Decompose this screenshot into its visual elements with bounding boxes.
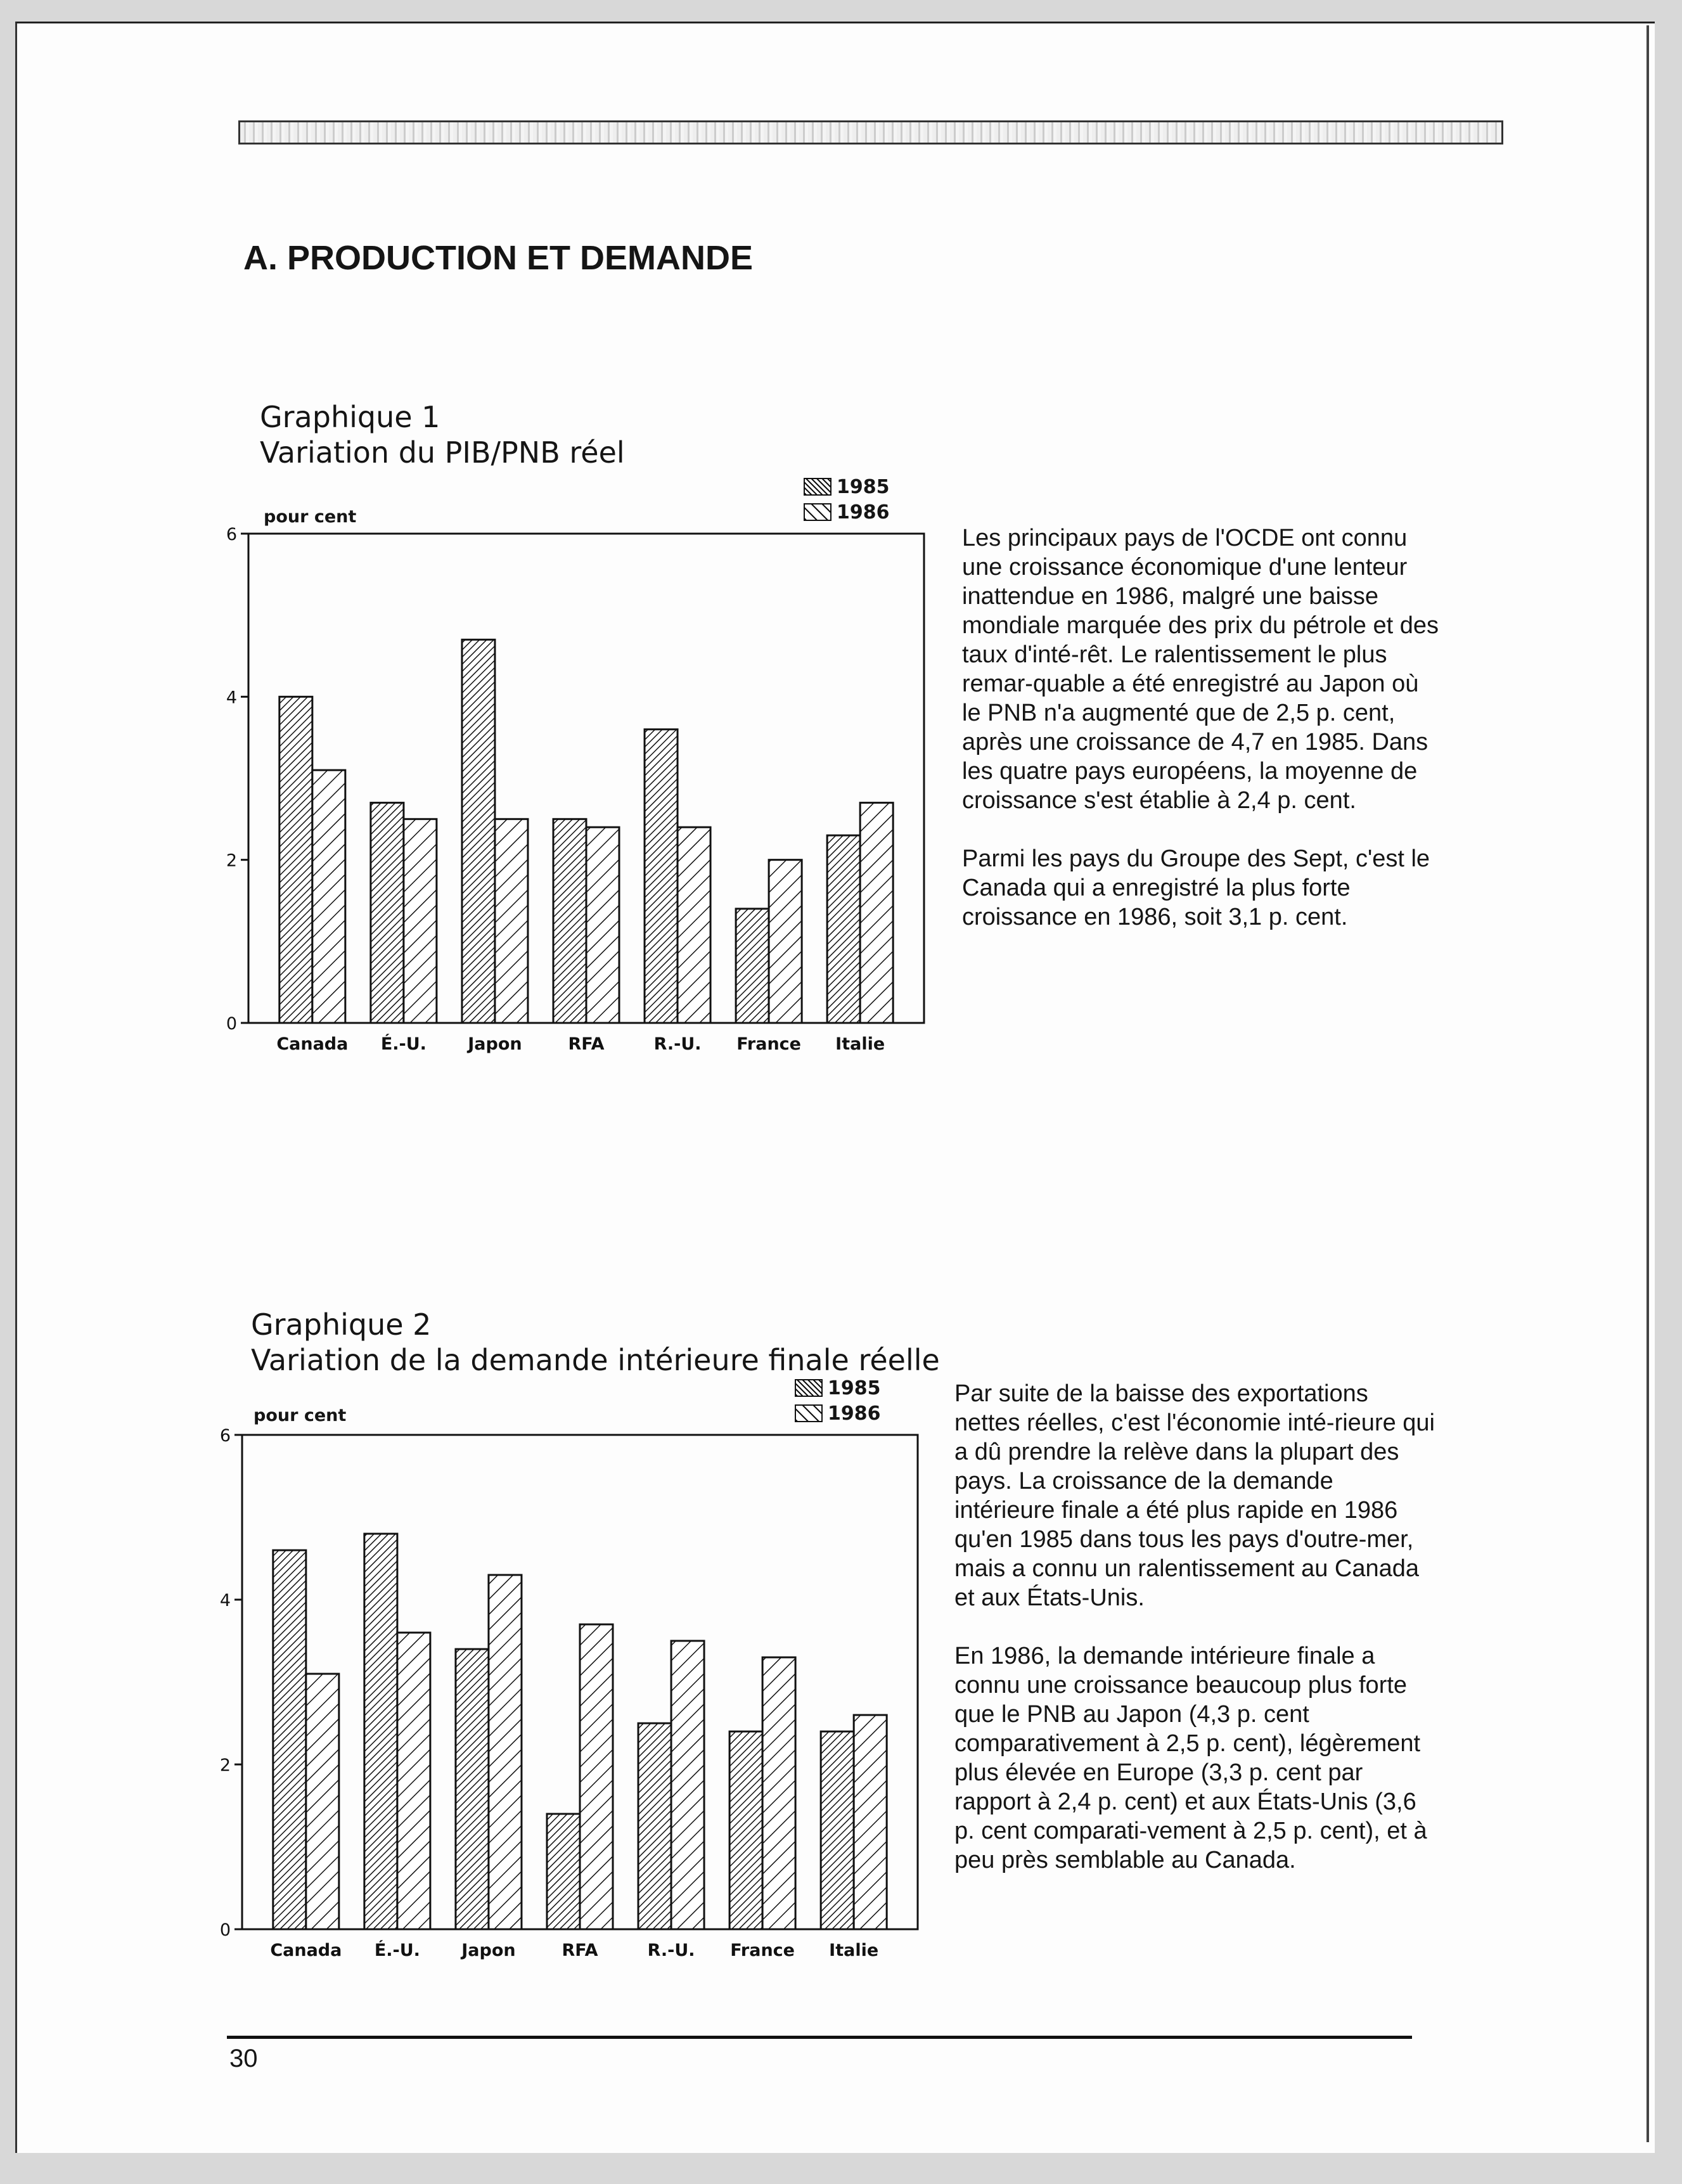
bar-1986 — [580, 1624, 613, 1929]
x-tick-label: Canada — [270, 1941, 342, 1960]
graph2-text — [954, 1379, 1436, 1904]
bar-1985 — [364, 1534, 397, 1929]
paragraph: En 1986, la demande intérieure finale a connu une croissance beaucoup plus forte que le PNB au Japon (4,3 p. cent comparativement à 2,5 p. cent), légèrement plus élevée en Europe (3,3 p. cent par rapport à 2,4 p. cent) et aux États-Unis (3,6 p. cent comparati-vement à 2,5 p. cent), et à peu près semblable au Canada. — [954, 1643, 1427, 1873]
x-tick-label: É.-U. — [380, 1034, 427, 1054]
paragraph: Par suite de la baisse des exportations nettes réelles, c'est l'économie inté-rieure qui a dû prendre la relève dans la plupart des pays. La croissance de la demande intérieure finale a été plus rapide en 1986 qu'en 1985 dans tous les pays d'outre-mer, mais a connu un ralentissement au Canada et aux États-Unis. — [954, 1380, 1435, 1611]
footer-rule — [227, 2036, 1412, 2039]
y-tick-label: 2 — [226, 851, 237, 871]
graph2-ylabel: pour cent — [254, 1406, 347, 1425]
bar-1986 — [397, 1633, 430, 1929]
legend-label: 1985 — [837, 475, 890, 498]
bar-1986 — [489, 1575, 522, 1929]
y-tick-label: 0 — [219, 1920, 231, 1940]
bar-1985 — [273, 1550, 306, 1929]
y-tick-label: 6 — [226, 525, 237, 544]
x-tick-label: É.-U. — [374, 1941, 420, 1960]
y-tick-label: 4 — [226, 688, 237, 708]
bar-1986 — [306, 1674, 339, 1929]
graph1-title-line1: Graphique 1 — [260, 400, 440, 434]
bar-1985 — [638, 1723, 671, 1929]
x-tick-label: Canada — [276, 1034, 349, 1054]
x-tick-label: R.-U. — [653, 1034, 702, 1054]
x-tick-label: RFA — [568, 1034, 605, 1054]
legend-label: 1986 — [828, 1402, 881, 1425]
section-title: A. PRODUCTION ET DEMANDE — [243, 239, 754, 277]
graph2-title-line2: Variation de la demande intérieure finale réelle — [251, 1343, 940, 1377]
page-number: 30 — [229, 2045, 258, 2072]
graph2-title-line1: Graphique 2 — [251, 1307, 432, 1342]
graph1-ylabel: pour cent — [264, 507, 357, 527]
bar-1985 — [729, 1731, 762, 1929]
bar-1986 — [854, 1715, 887, 1929]
y-tick-label: 2 — [219, 1756, 231, 1775]
bar-1986 — [762, 1657, 795, 1929]
paragraph: Les principaux pays de l'OCDE ont connu une croissance économique d'une lenteur inattendue en 1986, malgré une baisse mondiale marquée des prix du pétrole et des taux d'inté-rêt. Le ralentissement le plus remar-quable a été enregistré au Japon où le PNB n'a augmenté que de 2,5 p. cent, après une croissance de 4,7 en 1985. Dans les quatre pays européens, la moyenne de croissance s'est établie à 2,4 p. cent. — [962, 525, 1439, 814]
x-tick-label: Japon — [461, 1941, 516, 1960]
bar-1985 — [547, 1814, 580, 1929]
x-tick-label: Italie — [829, 1941, 879, 1960]
y-tick-label: 6 — [219, 1426, 231, 1446]
paragraph: Parmi les pays du Groupe des Sept, c'est le Canada qui a enregistré la plus forte croissance en 1986, soit 3,1 p. cent. — [962, 845, 1430, 930]
legend-label: 1986 — [837, 501, 890, 524]
x-tick-label: R.-U. — [647, 1941, 695, 1960]
graph1-title-line2: Variation du PIB/PNB réel — [260, 435, 625, 470]
x-tick-label: RFA — [562, 1941, 598, 1960]
y-tick-label: 0 — [226, 1014, 237, 1034]
bar-1985 — [821, 1731, 854, 1929]
bar-1985 — [456, 1649, 489, 1929]
y-tick-label: 4 — [219, 1591, 231, 1610]
x-tick-label: Japon — [468, 1034, 522, 1054]
bar-1986 — [671, 1641, 704, 1929]
x-tick-label: France — [730, 1941, 795, 1960]
x-tick-label: Italie — [835, 1034, 885, 1054]
legend-label: 1985 — [828, 1377, 881, 1399]
x-tick-label: France — [736, 1034, 802, 1054]
